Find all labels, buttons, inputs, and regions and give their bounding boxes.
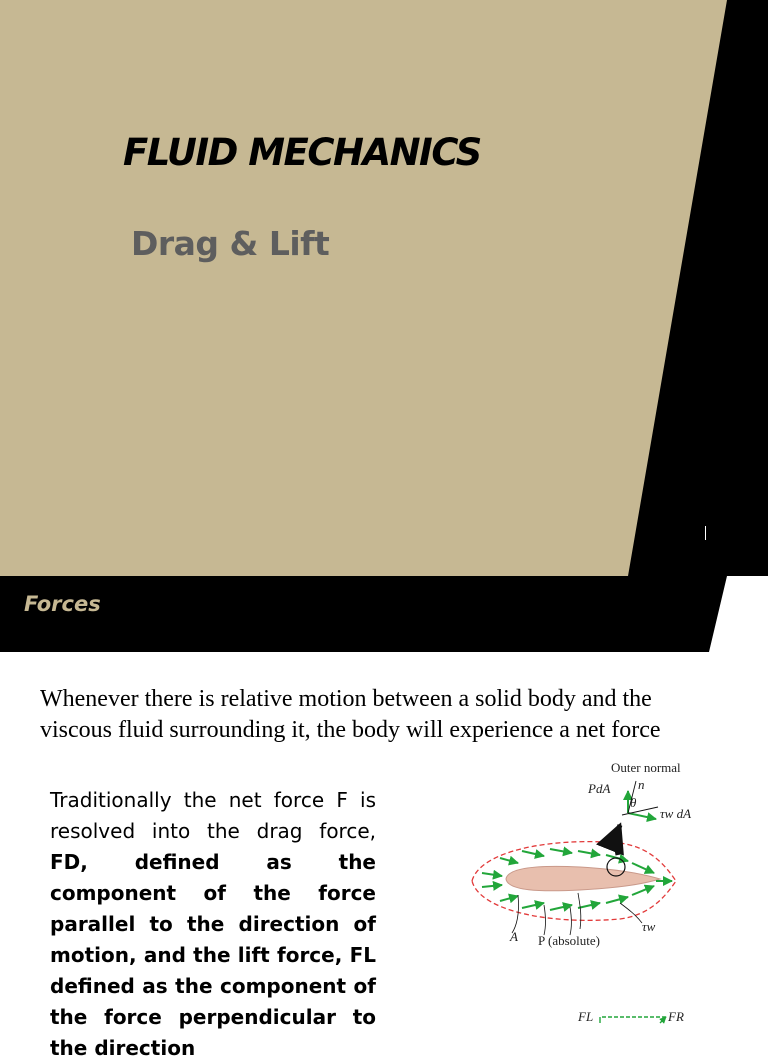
pda-text: PdA [588,781,611,796]
airfoil-force-diagram [460,755,700,1024]
shear-stress-label [642,919,655,935]
resultant-force-text: FR [668,1009,684,1024]
slide-marker [705,526,706,540]
point-a-text: A [510,929,518,944]
theta-text: θ [630,795,637,810]
shear-stress-text: τw [642,919,656,934]
point-a-label [510,929,518,945]
lift-force-label [578,1009,593,1025]
diagram-graphic [460,755,700,1024]
slide-title: FLUID MECHANICS [123,131,481,174]
intro-paragraph: Whenever there is relative motion between a solid body and the viscous fluid surrounding it, the body will experience a net force [40,686,661,743]
normal-vector-text: n [638,777,645,792]
body-text-regular: Traditionally the net force F is resolved into the drag force, [50,788,376,843]
pressure-label: P (absolute) [538,933,600,948]
body-paragraph [50,785,376,1064]
lift-force-text: FL [578,1009,594,1024]
section-heading: Forces [24,592,101,616]
slide-subtitle: Drag & Lift [131,224,330,263]
pda-label [588,781,610,797]
header-bar [0,576,768,652]
body-text-bold: FD, defined as the component of the force parallel to the direction of motion, and the lift force, FL defined as the component of the force perpendicular to the direction [50,850,376,1060]
shear-da-label [660,806,691,822]
resultant-force-label [668,1009,684,1025]
forces-header [0,576,768,652]
outer-normal-label: Outer normal [611,760,681,775]
airfoil-body [506,866,660,890]
shear-da-text: τw dA [660,806,692,821]
normal-vector-label [638,777,645,793]
theta-label [630,795,636,811]
